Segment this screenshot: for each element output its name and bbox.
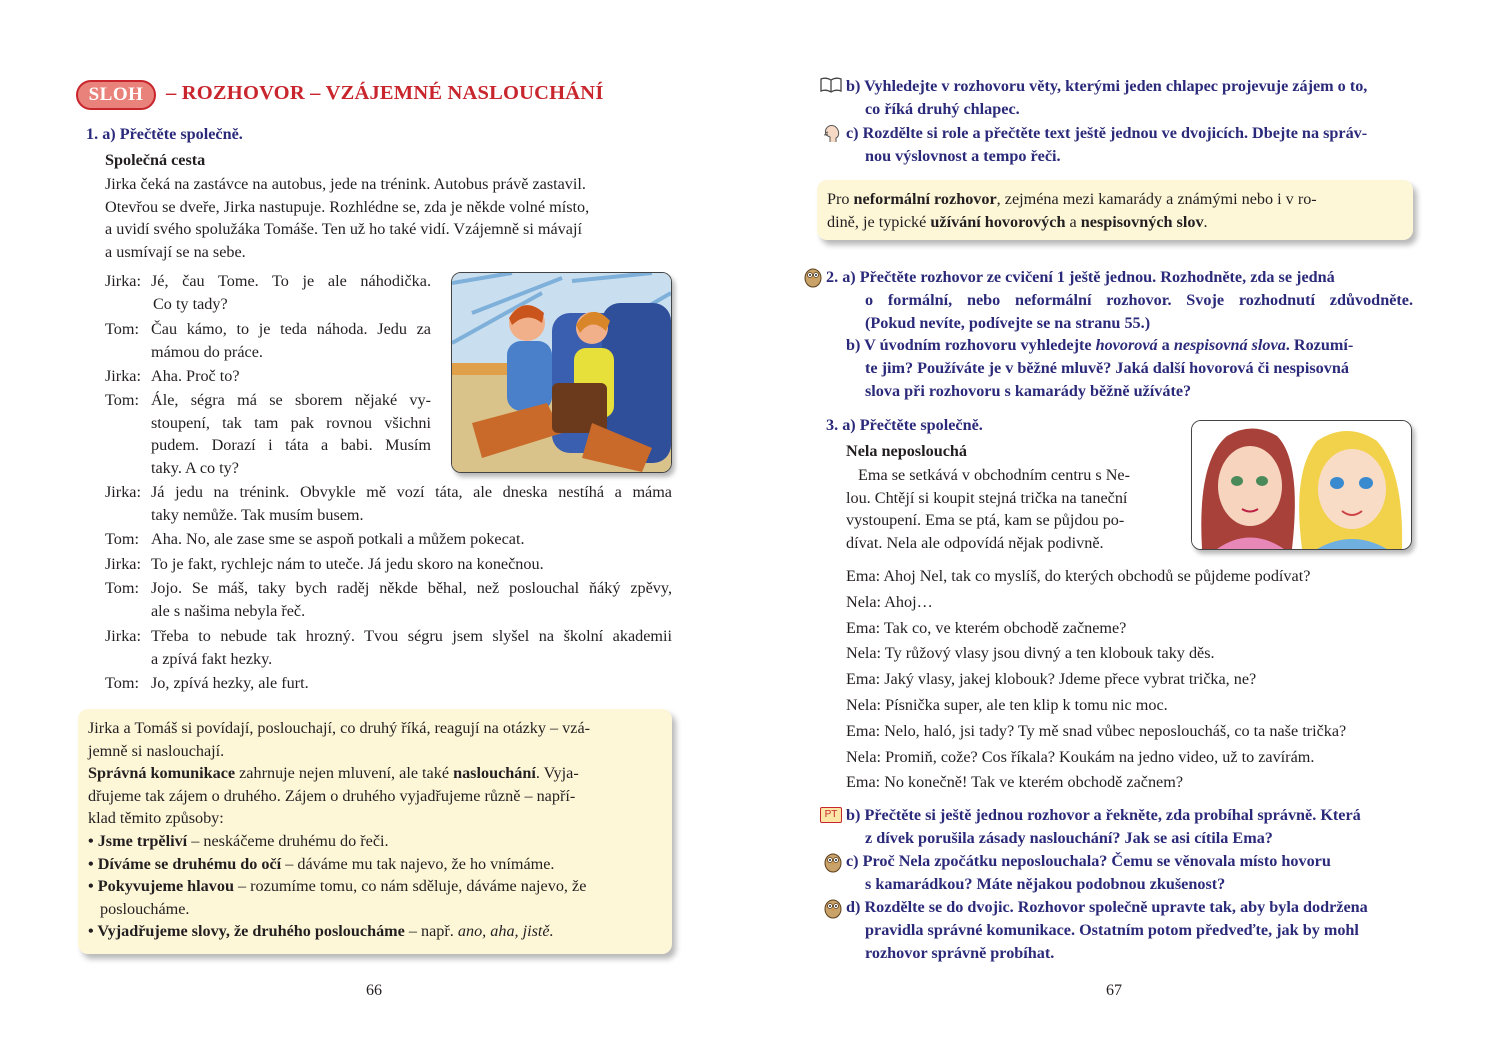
speaker: Jirka: xyxy=(105,627,141,645)
note-line: klad těmito způsoby: xyxy=(88,809,224,828)
story-line: Ema se setkává v obchodním centru s Ne- xyxy=(858,466,1130,484)
dialog-line: Ema: Nelo, haló, jsi tady? Ty mě snad vůbec neposloucháš, co ta naše trička? xyxy=(846,721,1347,740)
dialog-line: stoupení, tak tam pak rovnou všichni xyxy=(151,413,431,432)
speaker: Tom: xyxy=(105,674,139,692)
dialog-tom-4 xyxy=(105,577,675,623)
question-line: z dívek porušila zásady naslouchání? Jak se asi cítila Ema? xyxy=(865,828,1273,847)
dialog-line: Nela: Ahoj… xyxy=(846,592,933,611)
note-text: a xyxy=(1065,212,1081,231)
exercise-2a xyxy=(826,266,1413,334)
informal-speech-note xyxy=(817,180,1413,240)
dialog-line: taky. A co ty? xyxy=(151,458,239,477)
dialog-line: Čau kámo, to je teda náhoda. Jedu za xyxy=(151,320,431,338)
question-line: pravidla správné komunikace. Ostatním potom předveďte, jak by mohl xyxy=(865,920,1359,939)
story-line: vystoupení. Ema se ptá, kam se půjdou po- xyxy=(846,511,1125,530)
bus-illustration xyxy=(451,272,672,473)
note-term: naslouchání xyxy=(453,764,536,783)
note-text: – rozumíme tomu, co nám sděluje, dáváme najevo, že xyxy=(233,877,587,896)
note-bullet xyxy=(88,875,662,898)
exercise-1a-heading: 1. a) Přečtěte společně. xyxy=(86,125,243,143)
speaker: Tom: xyxy=(105,391,139,409)
page-number-right: 67 xyxy=(1106,982,1122,999)
dialog-line: ale s našima nebyla řeč. xyxy=(151,601,306,620)
dialog-line: a zpívá fakt hezky. xyxy=(151,649,273,668)
dialog-line: Aha. Proč to? xyxy=(151,367,240,385)
note-text: . Vyja- xyxy=(535,764,579,783)
question-line: d) Rozdělte se do dvojic. Rozhovor společně upravte tak, aby byla dodržena xyxy=(846,898,1368,916)
note-text: dině, je typické xyxy=(827,212,931,231)
dialog-line: pudem. Dorazí i táta a babi. Musím xyxy=(151,436,431,455)
note-text: Pro xyxy=(827,190,854,208)
dialog-tom-3 xyxy=(105,528,675,551)
story-line: Jirka čeká na zastávce na autobus, jede na trénink. Autobus právě zastavil. xyxy=(105,175,586,193)
book-icon xyxy=(820,77,842,98)
speaker: Jirka: xyxy=(105,367,141,385)
dialog-line: Aha. No, ale zase sme se aspoň potkali a můžem pokecat. xyxy=(151,530,525,548)
dialog-jirka-4 xyxy=(105,553,675,576)
speaker: Jirka: xyxy=(105,483,141,501)
question-line: co říká druhý chlapec. xyxy=(865,99,1020,118)
dialog-line: To je fakt, rychlejc nám to uteče. Já jedu skoro na konečnou. xyxy=(151,555,544,573)
dialog-line: Třeba to nebude tak hrozný. Tvou ségru jsem slyšel na školní akademii xyxy=(151,627,672,645)
question-line: (Pokud nevíte, podívejte se na stranu 55.) xyxy=(865,313,1151,332)
note-line: Jirka a Tomáš si povídají, poslouchají, co druhý říká, reagují na otázky – vzá- xyxy=(88,719,591,737)
speaker: Jirka: xyxy=(105,555,141,573)
question-text: b) V úvodním rozhovoru vyhledejte xyxy=(846,336,1096,354)
note-text: zahrnuje nejen mluvení, ale také xyxy=(235,764,454,783)
dialog-line: Nela: Promiň, cože? Cos říkala? Koukám na jedno video, už to zavírám. xyxy=(846,747,1315,766)
note-bullet xyxy=(88,830,662,853)
dialog-line: Jojo. Se máš, taky bych raděj někde běhal, než poslouchal ňáký zpěvy, xyxy=(151,579,672,597)
story-line: lou. Chtějí si koupit stejná trička na taneční xyxy=(846,488,1128,507)
story2-title: Nela neposlouchá xyxy=(846,442,967,460)
question-line: b) Vyhledejte v rozhovoru věty, kterými jeden chlapec projevuje zájem o to, xyxy=(846,77,1368,95)
note-text: – např. xyxy=(404,922,458,941)
exercise-2b xyxy=(846,334,1413,402)
owl-icon xyxy=(804,266,822,293)
note-term: Správná komunikace xyxy=(88,764,236,783)
exercise-3c xyxy=(846,850,1413,896)
story-title: Společná cesta xyxy=(105,151,206,169)
pt-badge: PT xyxy=(820,807,842,823)
question-line: slova při rozhovoru s kamarády běžně užíváte? xyxy=(865,381,1192,400)
dialog-line: Ema: Tak co, ve kterém obchodě začneme? xyxy=(846,618,1127,637)
dialog-tom-1 xyxy=(105,318,435,364)
speaking-head-icon xyxy=(824,124,840,149)
note-term: • Jsme trpěliví xyxy=(88,831,188,850)
dialog-tom-2 xyxy=(105,389,435,481)
dialog-line: Já jedu na trénink. Obvykle mě vozí táta, ale dneska nestíhá a máma xyxy=(151,483,672,501)
page-title: – ROZHOVOR – VZÁJEMNÉ NASLOUCHÁNÍ xyxy=(166,82,604,104)
story-line: dívat. Nela ale odpovídá nějak podivně. xyxy=(846,533,1104,552)
note-term: nespisovných slov xyxy=(1080,212,1204,231)
note-line: posloucháme. xyxy=(100,899,190,918)
owl-icon xyxy=(824,851,842,878)
question-line xyxy=(846,334,1413,357)
note-line: dřujeme tak zájem o druhého. Zájem o druhého vyjadřujeme různě – napří- xyxy=(88,786,576,805)
dialog-line: Ema: No konečně! Tak ve kterém obchodě začnem? xyxy=(846,773,1184,792)
dialog2 xyxy=(846,564,1346,796)
story2-paragraph xyxy=(846,464,1176,554)
dialog-line: Ema: Jaký vlasy, jakej klobouk? Jdeme přece vybrat trička, ne? xyxy=(846,670,1257,689)
note-bullet xyxy=(88,920,662,943)
note-term: • Vyjadřujeme slovy, že druhého posloucháme xyxy=(88,922,405,941)
exercise-1b xyxy=(846,75,1413,121)
note-line: jemně si naslouchají. xyxy=(88,741,225,760)
dialog-jirka-5 xyxy=(105,625,675,671)
dialog-line: Jo, zpívá hezky, ale furt. xyxy=(151,674,309,692)
story-line: a usmívají se na sebe. xyxy=(105,242,246,261)
speaker: Tom: xyxy=(105,320,139,338)
dialog-line: mámou do práce. xyxy=(151,342,263,361)
speaker: Tom: xyxy=(105,530,139,548)
question-line: 2. a) Přečtěte rozhovor ze cvičení 1 ještě jednou. Rozhodněte, zda se jedná xyxy=(826,268,1335,286)
girls-illustration xyxy=(1191,420,1412,550)
question-line: rozhovor správně probíhat. xyxy=(865,943,1055,962)
dialog-jirka-2 xyxy=(105,365,435,388)
exercise-3b xyxy=(846,804,1413,850)
dialog-line: Nela: Písnička super, ale ten klip k tomu nic moc. xyxy=(846,695,1168,714)
story-line: a uvidí svého spolužáka Tomáše. Ten už ho také vidí. Vzájemně si mávají xyxy=(105,220,582,239)
note-line xyxy=(827,188,1403,211)
question-text: a xyxy=(1157,336,1174,354)
bus-scene-image xyxy=(452,273,671,472)
story-paragraph xyxy=(105,173,589,263)
note-line xyxy=(88,762,662,785)
story-line: Otevřou se dveře, Jirka nastupuje. Rozhlédne se, zda je někde volné místo, xyxy=(105,197,590,216)
sloh-badge: SLOH xyxy=(76,80,156,110)
question-text: . Rozumí- xyxy=(1285,336,1354,354)
dialog-line: Nela: Ty růžový vlasy jsou divný a ten klobouk taky děs. xyxy=(846,644,1215,663)
note-text: – dáváme mu tak najevo, že ho vnímáme. xyxy=(281,854,555,873)
dialog-tom-5 xyxy=(105,672,675,695)
note-example: ano, aha, jistě. xyxy=(457,922,554,941)
note-term: užívání hovorových xyxy=(930,212,1066,231)
note-text: . xyxy=(1203,212,1208,231)
note-line xyxy=(827,211,1403,234)
question-line: s kamarádkou? Máte nějakou podobnou zkušenost? xyxy=(865,874,1226,893)
question-term: hovorová xyxy=(1095,336,1158,354)
speaker: Jirka: xyxy=(105,272,141,290)
dialog-line: Ema: Ahoj Nel, tak co myslíš, do kterých obchodů se půjdeme podívat? xyxy=(846,567,1311,585)
question-line: o formální, nebo neformální rozhovor. Svoje rozhodnutí zdůvodněte. xyxy=(865,290,1413,309)
question-line: b) Přečtěte si ještě jednou rozhovor a řekněte, zda probíhal správně. Která xyxy=(846,806,1361,824)
question-line: nou výslovnost a tempo řeči. xyxy=(865,146,1061,165)
question-line: te jim? Používáte je v běžné mluvě? Jaká další hovorová či nespisovná xyxy=(865,358,1349,377)
dialog-line: Co ty tady? xyxy=(153,294,228,313)
question-term: nespisovná slova xyxy=(1173,336,1286,354)
note-bullet xyxy=(88,853,662,876)
communication-note xyxy=(78,709,672,954)
dialog-line: Jé, čau Tome. To je ale náhodička. xyxy=(151,272,431,290)
dialog-jirka-1 xyxy=(105,270,435,316)
question-line: c) Rozdělte si role a přečtěte text ještě jednou ve dvojicích. Dbejte na správ- xyxy=(846,124,1368,142)
page-number-left: 66 xyxy=(366,982,382,999)
speaker: Tom: xyxy=(105,579,139,597)
dialog-line: Ále, ségra má se sborem nějaké vy- xyxy=(151,391,431,409)
note-term: • Díváme se druhému do očí xyxy=(88,854,282,873)
dialog-line: taky nemůže. Tak musím busem. xyxy=(151,505,364,524)
exercise-1c xyxy=(846,122,1413,168)
owl-icon xyxy=(824,897,842,924)
dialog-jirka-3 xyxy=(105,481,675,527)
note-text: – neskáčeme druhému do řeči. xyxy=(187,831,389,850)
note-term: • Pokyvujeme hlavou xyxy=(88,877,234,896)
exercise-3d xyxy=(846,896,1413,964)
note-term: neformální rozhovor xyxy=(853,190,997,208)
girls-image xyxy=(1192,421,1411,549)
question-line: c) Proč Nela zpočátku neposlouchala? Čemu se věnovala místo hovoru xyxy=(846,852,1331,870)
exercise-3a-heading: 3. a) Přečtěte společně. xyxy=(826,416,983,434)
note-text: , zejména mezi kamarády a známými nebo i v ro- xyxy=(996,190,1317,208)
